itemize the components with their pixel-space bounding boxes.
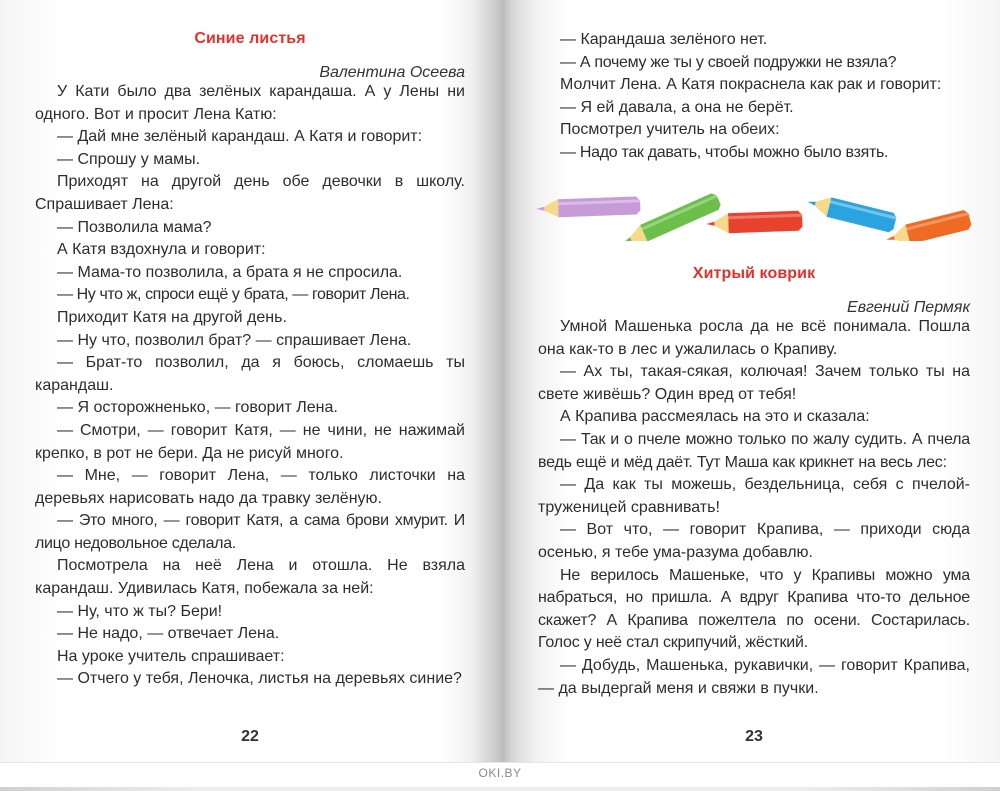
pencil-orange-icon <box>884 209 972 241</box>
paragraph: — Ах ты, такая-сякая, колючая! Зачем только ты на свете живёшь? Один вред от тебя! <box>538 363 970 403</box>
paragraph: Посмотрел учитель на обеих: <box>560 121 780 139</box>
paragraph: — А почему же ты у своей подружки не взяла? <box>560 53 897 71</box>
pencil-purple-icon <box>536 196 641 218</box>
paragraph: — Спрошу у мамы. <box>57 150 201 168</box>
story-text <box>35 81 465 691</box>
paragraph: — Добудь, Машенька, рукавички, — говорит Крапива, — да выдергай меня и свяжи в пучки. <box>538 656 970 697</box>
pencil-red-icon <box>706 211 803 234</box>
paragraph: А Крапива рассмеялась на это и сказала: <box>560 408 870 426</box>
paragraph: — Надо так давать, чтобы можно было взять. <box>560 143 889 161</box>
story-text <box>538 316 970 700</box>
story-author: Евгений Пермяк <box>847 299 970 316</box>
story-title: Синие листья <box>194 30 306 47</box>
story-continuation <box>538 29 970 165</box>
paragraph: — Ну, что ж ты? Бери! <box>57 602 223 620</box>
paragraph: — Так и о пчеле можно только по жалу судить. А пчела ведь ещё и мёд даёт. Тут Маша как крикнет на весь лес: <box>538 430 970 471</box>
story-author: Валентина Осеева <box>319 64 465 81</box>
watermark: OKI.BY <box>478 766 522 780</box>
paragraph: — Мама-то позволила, а брата я не спросила. <box>57 263 403 281</box>
paragraph: У Кати было два зелёных карандаша. А у Лены ни одного. Вот и просит Лена Катю: <box>35 83 465 123</box>
paragraph: — Брат-то позволил, да я боюсь, сломаешь ты карандаш. <box>35 354 465 394</box>
paragraph: — Это много, — говорит Катя, а сама брови хмурит. И лицо недовольное сделала. <box>35 512 465 552</box>
paragraph: Не верилось Машеньке, что у Крапивы можно ума набраться, но пришла. А вдруг Крапива что-то дельное скажет? А Крапива пожелтела по осени. Состарилась. Голос у неё стал скрипучий, жёсткий. <box>538 566 970 652</box>
pencil-blue-icon <box>805 192 897 233</box>
paragraph: — Дай мне зелёный карандаш. А Катя и говорит: <box>57 128 423 146</box>
paragraph: — Вот что, — говорит Крапива, — приходи сюда осенью, я тебе ума-разума добавлю. <box>538 521 970 561</box>
right-page <box>538 0 970 762</box>
paragraph: А Катя вздохнула и говорит: <box>57 241 266 259</box>
paragraph: Посмотрела на неё Лена и отошла. Не взяла карандаш. Удивилась Катя, побежала за ней: <box>35 557 465 598</box>
paragraph: — Мне, — говорит Лена, — только листочки на деревьях нарисовать надо да травку зелёную. <box>35 467 465 507</box>
paragraph: На уроке учитель спрашивает: <box>57 647 285 665</box>
footer-shadow <box>0 787 1000 791</box>
paragraph: Приходят на другой день обе девочки в школу. Спрашивает Лена: <box>35 173 465 213</box>
page-number: 22 <box>241 728 259 745</box>
page-number: 23 <box>745 728 763 745</box>
paragraph: — Я ей давала, а она не берёт. <box>560 98 794 116</box>
paragraph: — Карандаша зелёного нет. <box>560 31 768 48</box>
left-page <box>35 0 465 762</box>
pencils-illustration <box>528 186 973 241</box>
paragraph: — Я осторожненько, — говорит Лена. <box>57 399 338 417</box>
paragraph: Молчит Лена. А Катя покраснела как рак и говорит: <box>560 76 942 94</box>
paragraph: — Не надо, — отвечает Лена. <box>57 625 280 643</box>
paragraph: — Отчего у тебя, Леночка, листья на деревьях синие? <box>57 670 462 688</box>
paragraph: — Ну что, позволил брат? — спрашивает Лена. <box>57 331 412 349</box>
paragraph: — Ну что ж, спроси ещё у брата, — говорит Лена. <box>57 286 410 304</box>
paragraph: — Смотри, — говорит Катя, — не чини, не нажимай крепко, в рот не бери. Да не рисуй много. <box>35 421 465 462</box>
paragraph: — Да как ты можешь, бездельница, себя с пчелой-труженицей сравнивать! <box>538 476 970 516</box>
paragraph: — Позволила мама? <box>57 218 212 236</box>
story-title: Хитрый коврик <box>692 265 816 282</box>
paragraph: Умной Машенька росла да не всё понимала. Пошла она как-то в лес и ужалилась о Крапиву. <box>538 318 970 358</box>
paragraph: Приходит Катя на другой день. <box>57 308 287 326</box>
